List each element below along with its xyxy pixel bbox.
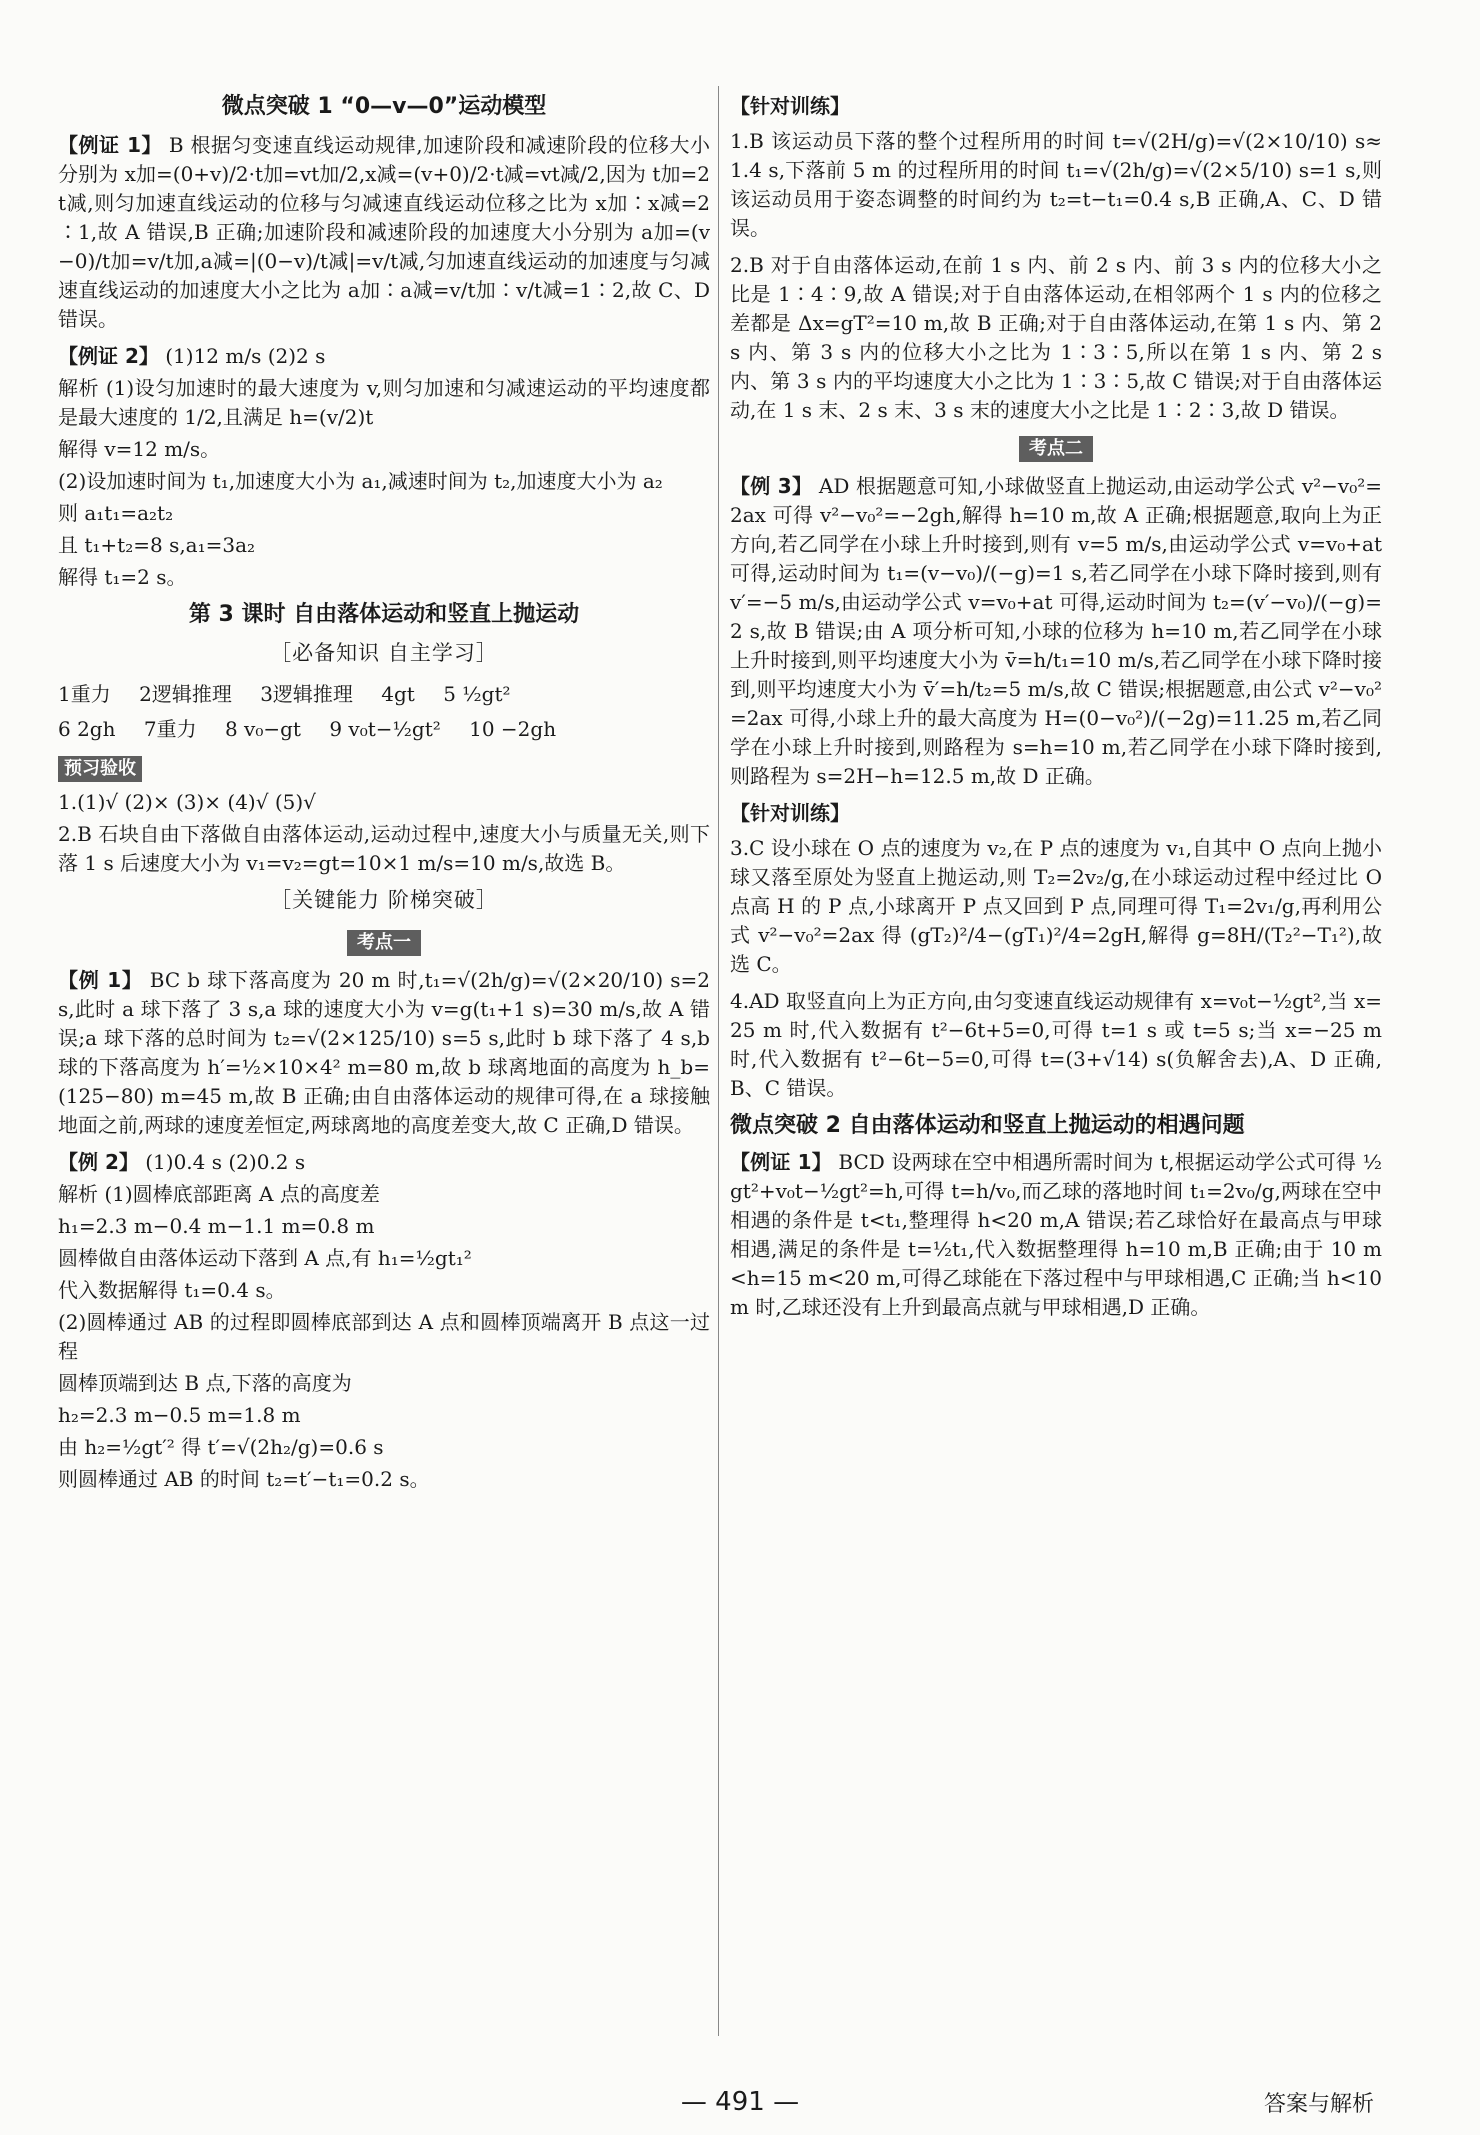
kaodian-2-badge: 考点二	[1019, 436, 1093, 462]
example-2-answer: (1)0.4 s (2)0.2 s	[145, 1150, 306, 1174]
training-answer: 1.B 该运动员下落的整个过程所用的时间 t=√(2H/g)=√(2×10/10) s≈1.4 s,下落前 5 m 的过程所用的时间 t₁=√(2h/g)=√(2×5/10) s=1 s,则该运动员用于姿态调整的时间约为 t₂=t−t₁=0.4 s,B 正确,A、C、D 错误。	[730, 129, 1382, 240]
blank-answer: 5 ½gt²	[443, 682, 511, 706]
example-3-text: AD 根据题意可知,小球做竖直上抛运动,由运动学公式 v²−v₀²=2ax 可得 v²−v₀²=−2gh,解得 h=10 m,故 A 正确;根据题意,取向上为正方向,若乙同学在小球上升时接到,则有 v=5 m/s,由运动学公式 v=v₀+at 可得,运动时间为 t₁=(v−v₀)/(−g)=1 s,若乙同学在小球下降时接到,则有 v′=−5 m/s,由运动学公式 v=v₀+at 可得,运动时间为 t₂=(v′−v₀)/(−g)=2 s,故 B 错误;由 A 项分析可知,小球的位移为 h=10 m,若乙同学在小球上升时接到,则平均速度大小为 v̄=h/t₁=10 m/s,若乙同学在小球下降时接到,则平均速度大小为 v̄′=h/t₂=5 m/s,故 C 错误;根据题意,由公式 v²−v₀²=2ax 可得,小球上升的最大高度为 H=(0−v₀²)/(−2g)=11.25 m,若乙同学在小球上升时接到,则路程为 s=h=10 m,若乙同学在小球下降时接到,则路程为 s=2H−h=12.5 m,故 D 正确。	[730, 474, 1382, 788]
solution-line: 则圆棒通过 AB 的时间 t₂=t′−t₁=0.2 s。	[58, 1467, 430, 1491]
column-divider	[718, 86, 719, 2036]
example-proof-1b	[730, 1148, 1382, 1322]
blank-answer: 3逻辑推理	[260, 682, 353, 706]
preview-check-badge: 预习验收	[58, 756, 142, 782]
example-2-tag: 【例 2】	[58, 1150, 139, 1174]
preview-answer-line: 1.(1)√ (2)× (3)× (4)√ (5)√	[58, 790, 316, 814]
solution-line: (2)圆棒通过 AB 的过程即圆棒底部到达 A 点和圆棒顶端离开 B 点这一过程	[58, 1310, 710, 1363]
example-proof-2-answer: (1)12 m/s (2)2 s	[165, 344, 326, 368]
preview-answer-line: 2.B 石块自由下落做自由落体运动,运动过程中,速度大小与质量无关,则下落 1 s 后速度大小为 v₁=v₂=gt=10×1 m/s=10 m/s,故选 B。	[58, 822, 710, 875]
example-2	[58, 1148, 710, 1177]
example-3	[730, 472, 1382, 791]
micro-breakthrough-2-heading: 微点突破 2 自由落体运动和竖直上抛运动的相遇问题	[730, 1113, 1245, 1138]
example-1-tag: 【例 1】	[58, 968, 143, 992]
solution-line: 由 h₂=½gt′² 得 t′=√(2h₂/g)=0.6 s	[58, 1435, 384, 1459]
kaodian-1-badge-wrap	[58, 927, 710, 956]
training-answer: 4.AD 取竖直向上为正方向,由匀变速直线运动规律有 x=v₀t−½gt²,当 x=25 m 时,代入数据有 t²−6t+5=0,可得 t=1 s 或 t=5 s;当 x=−25 m 时,代入数据有 t²−6t−5=0,可得 t=(3+√14) s(负解舍去),A、D 正确,B、C 错误。	[730, 989, 1382, 1100]
page-number: — 491 —	[680, 2087, 800, 2117]
micro-breakthrough-1-heading: 微点突破 1 “0—v—0”运动模型	[221, 94, 547, 119]
solution-line: 且 t₁+t₂=8 s,a₁=3a₂	[58, 533, 256, 557]
solution-line: 圆棒做自由落体运动下落到 A 点,有 h₁=½gt₁²	[58, 1246, 472, 1270]
example-1	[58, 966, 710, 1140]
targeted-training-tag: 【针对训练】	[730, 801, 850, 825]
solution-line: 解析 (1)设匀加速时的最大速度为 v,则匀加速和匀减速运动的平均速度都是最大速度的 1/2,且满足 h=(v/2)t	[58, 376, 710, 429]
solution-line: h₂=2.3 m−0.5 m=1.8 m	[58, 1403, 301, 1427]
solution-line: (2)设加速时间为 t₁,加速度大小为 a₁,减速时间为 t₂,加速度大小为 a₂	[58, 469, 663, 493]
example-proof-1	[58, 131, 710, 334]
example-proof-1b-text: BCD 设两球在空中相遇所需时间为 t,根据运动学公式可得 ½gt²+v₀t−½gt²=h,可得 t=h/v₀,而乙球的落地时间 t₁=2v₀/g,两球在空中相遇的条件是 t<t₁,整理得 h<20 m,A 错误;若乙球恰好在最高点与甲球相遇,满足的条件是 t=½t₁,代入数据整理得 h=10 m,B 正确;由于 10 m<h=15 m<20 m,可得乙球能在下落过程中与甲球相遇,C 正确;当 h<10 m 时,乙球还没有上升到最高点就与甲球相遇,D 正确。	[730, 1150, 1383, 1319]
solution-line: 解析 (1)圆棒底部距离 A 点的高度差	[58, 1182, 380, 1206]
blank-answer: 9 v₀t−½gt²	[329, 717, 441, 741]
solution-line: h₁=2.3 m−0.4 m−1.1 m=0.8 m	[58, 1214, 375, 1238]
blank-answer: 4gt	[381, 682, 415, 706]
blank-answer: 2逻辑推理	[139, 682, 232, 706]
lesson-title: 第 3 课时 自由落体运动和竖直上抛运动	[188, 602, 580, 627]
blank-answer: 10 −2gh	[469, 717, 557, 741]
solution-line: 解得 v=12 m/s。	[58, 437, 221, 461]
solution-line: 则 a₁t₁=a₂t₂	[58, 501, 174, 525]
training-answer: 2.B 对于自由落体运动,在前 1 s 内、前 2 s 内、前 3 s 内的位移大小之比是 1∶4∶9,故 A 错误;对于自由落体运动,在相邻两个 1 s 内的位移之差都是 Δx=gT²=10 m,故 B 正确;对于自由落体运动,在第 1 s 内、第 2 s 内、第 3 s 内的位移大小之比为 1∶3∶5,所以在第 1 s 内、第 2 s 内、第 3 s 内的平均速度大小之比为 1∶3∶5,故 C 错误;对于自由落体运动,在 1 s 末、2 s 末、3 s 末的速度大小之比是 1∶2∶3,故 D 错误。	[730, 253, 1382, 422]
blank-answer: 7重力	[143, 717, 197, 741]
blank-answer: 1重力	[58, 682, 111, 706]
example-proof-1-tag: 【例证 1】	[58, 133, 163, 157]
example-1-text: BC b 球下落高度为 20 m 时,t₁=√(2h/g)=√(2×20/10) s=2 s,此时 a 球下落了 3 s,a 球的速度大小为 v=g(t₁+1 s)=30 m/s,故 A 错误;a 球下落的总时间为 t₂=√(2×125/10) s=5 s,此时 b 球下落了 4 s,b 球的下落高度为 h′=½×10×4² m=80 m,故 b 球离地面的高度为 h_b=(125−80) m=45 m,故 B 正确;由自由落体运动的规律可得,在 a 球接触地面之前,两球的速度差恒定,两球离地的高度差变大,故 C 正确,D 错误。	[58, 968, 711, 1137]
example-proof-2	[58, 342, 710, 371]
example-proof-1-text: B 根据匀变速直线运动规律,加速阶段和减速阶段的位移大小分别为 x加=(0+v)/2·t加=vt加/2,x减=(v+0)/2·t减=vt减/2,因为 t加=2t减,则匀加速直线运动的位移与匀减速直线运动位移之比为 x加∶x减=2∶1,故 A 错误,B 正确;加速阶段和减速阶段的加速度大小分别为 a加=(v−0)/t加=v/t加,a减=|(0−v)/t减|=v/t减,匀加速直线运动的加速度与匀减速直线运动的加速度大小之比为 a加∶a减=v/t加∶v/t减=1∶2,故 C、D 错误。	[58, 133, 710, 331]
training-answer: 3.C 设小球在 O 点的速度为 v₂,在 P 点的速度为 v₁,自其中 O 点向上抛小球又落至原处为竖直上抛运动,则 T₂=2v₂/g,在小球运动过程中经过比 O 点高 H 的 P 点,小球离开 P 点又回到 P 点,同理可得 T₁=2v₁/g,再利用公式 v²−v₀²=2ax 得 (gT₂)²/4−(gT₁)²/4=2gH,解得 g=8H/(T₂²−T₁²),故选 C。	[730, 836, 1382, 976]
answer-blanks-row-1	[58, 680, 710, 709]
example-proof-1b-tag: 【例证 1】	[730, 1150, 832, 1174]
targeted-training-tag: 【针对训练】	[730, 94, 850, 118]
blank-answer: 8 v₀−gt	[224, 717, 301, 741]
right-column	[730, 86, 1382, 1330]
blank-answer: 6 2gh	[58, 717, 116, 741]
section-heading-knowledge: ［必备知识 自主学习］	[270, 641, 498, 665]
kaodian-1-badge: 考点一	[347, 930, 421, 956]
solution-line: 解得 t₁=2 s。	[58, 565, 187, 589]
solution-line: 圆棒顶端到达 B 点,下落的高度为	[58, 1371, 352, 1395]
solution-line: 代入数据解得 t₁=0.4 s。	[58, 1278, 286, 1302]
example-3-tag: 【例 3】	[730, 474, 813, 498]
answer-blanks-row-2	[58, 715, 710, 744]
section-label: 答案与解析	[1263, 2092, 1374, 2117]
section-heading-ability: ［关键能力 阶梯突破］	[270, 888, 498, 912]
example-proof-2-tag: 【例证 2】	[58, 344, 159, 368]
left-column	[58, 86, 710, 1497]
kaodian-2-badge-wrap	[730, 433, 1382, 462]
